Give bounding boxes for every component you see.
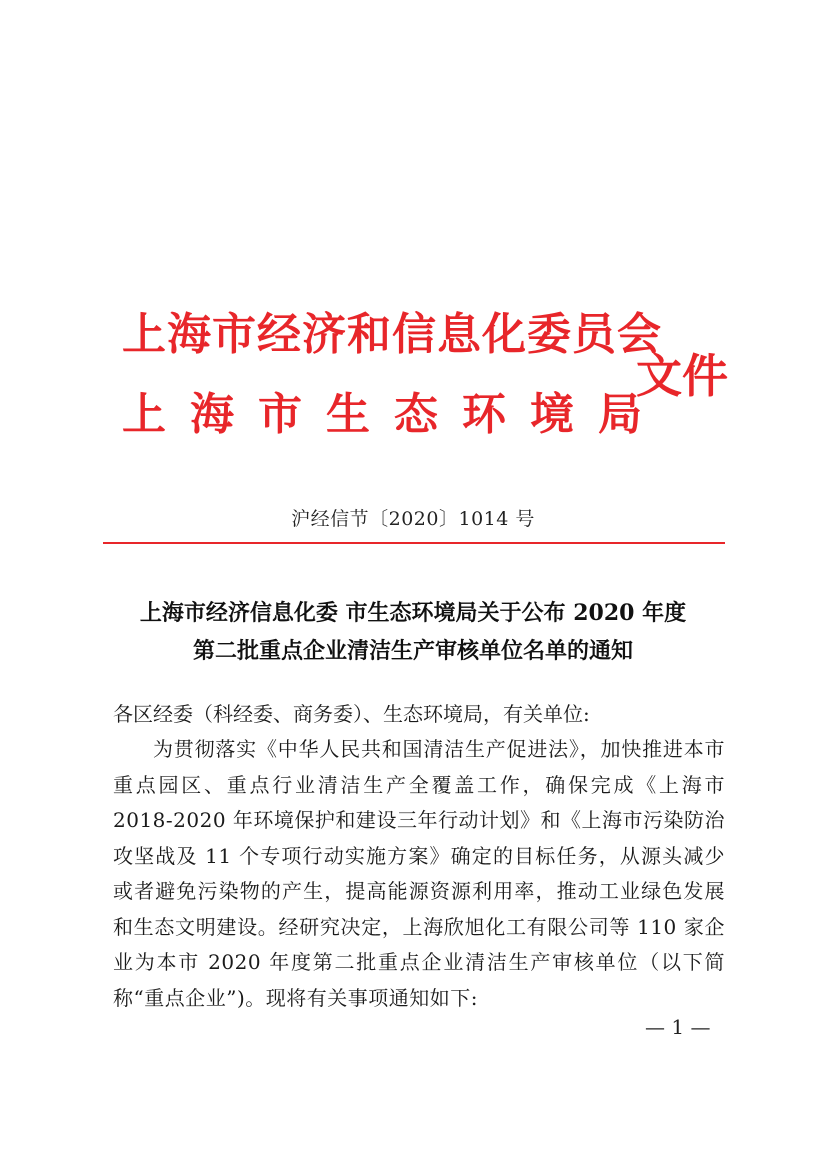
issuer-name-line-2: 上海市生态环境局 xyxy=(122,389,666,440)
notice-title-line-1: 上海市经济信息化委 市生态环境局关于公布 2020 年度 xyxy=(139,600,687,626)
notice-title-line-2: 第二批重点企业清洁生产审核单位名单的通知 xyxy=(192,638,633,664)
body-paragraph: 为贯彻落实《中华人民共和国清洁生产促进法》，加快推进本市重点园区、重点行业清洁生产全覆盖工作，确保完成《上海市 2018-2020 年环境保护和建设三年行动计划》和《上海市污染防治攻坚战及 11 个专项行动实施方案》确定的目标任务，从源头减少或者避免污染物的产生，提高能源资源利用率，推动工业绿色发展和生态文明建设。经研究决定，上海欣旭化工有限公司等 110 家企业为本市 2020 年度第二批重点企业清洁生产审核单位（以下简称“重点企业”)。现将有关事项通知如下: xyxy=(113,737,725,1010)
salutation: 各区经委（科经委、商务委）、生态环境局，有关单位: xyxy=(113,702,590,726)
document-word: 文件 xyxy=(636,349,728,403)
red-divider-line xyxy=(103,542,725,544)
page-number: — 1 — xyxy=(645,1015,711,1039)
document-number: 沪经信节〔2020〕1014 号 xyxy=(291,508,535,530)
issuer-name-line-1: 上海市经济和信息化委员会 xyxy=(122,309,662,360)
